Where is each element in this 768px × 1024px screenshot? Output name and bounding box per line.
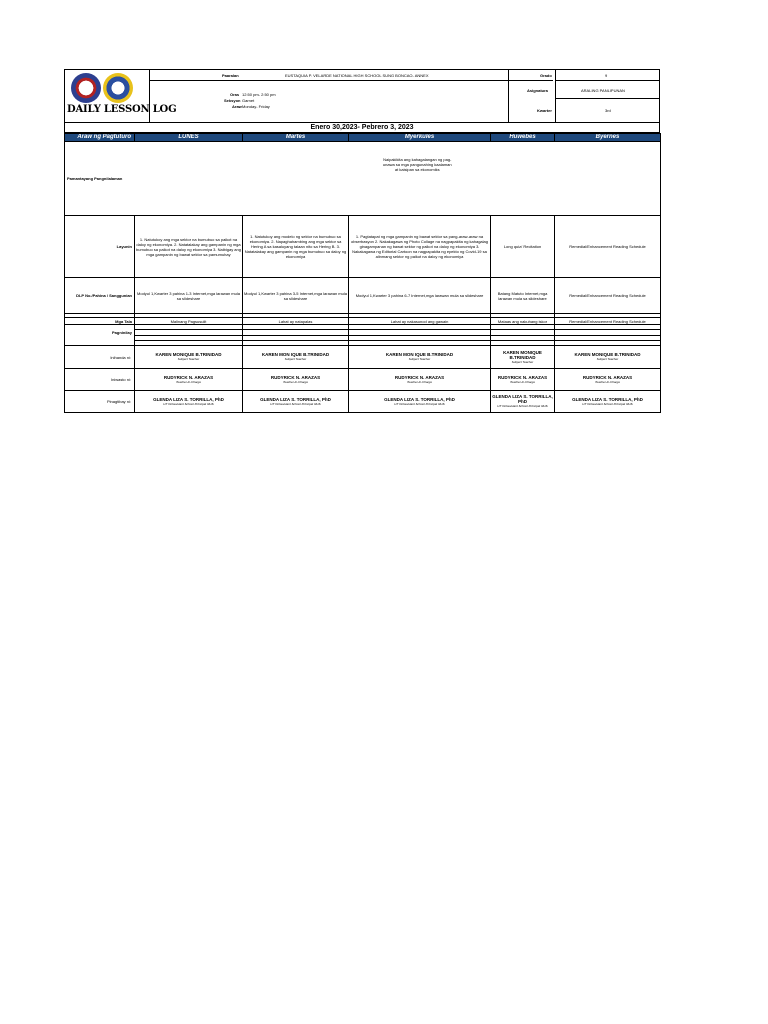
inihanda-label: Inihanda ni: bbox=[65, 346, 135, 369]
kwarter-value: 3rd bbox=[605, 108, 611, 113]
signature-row-pinagtibay bbox=[65, 391, 661, 413]
day-friday: Byernes bbox=[555, 134, 661, 142]
date-range: Enero 30,2023- Pebrero 3, 2023 bbox=[64, 122, 660, 133]
pinagtibay-label: Pinagtibay ni: bbox=[65, 391, 135, 413]
signatory-name: KAREN MONIQUE B.TRINIDAD bbox=[503, 349, 542, 360]
signatory-name: GLENDA LIZA S. TORRILLA, PhD bbox=[260, 396, 331, 402]
lesson-table bbox=[64, 133, 661, 413]
signatory-name: GLENDA LIZA S. TORRILLA, PhD bbox=[492, 394, 553, 404]
tala-tuesday: Lahat ay natapalas bbox=[243, 318, 349, 325]
araw-label: Araw bbox=[232, 104, 242, 109]
signatory-role: Teacher-In-Charge bbox=[594, 379, 620, 384]
seksyon-label: Seksyon bbox=[224, 98, 241, 103]
pagninilay-label: Pagninilay bbox=[65, 330, 135, 336]
tala-row bbox=[65, 318, 661, 325]
layunin-label: Layunin bbox=[65, 216, 135, 278]
signature-row-iniwasto bbox=[65, 369, 661, 391]
tala-monday: Malinang Pagsusulit bbox=[135, 318, 243, 325]
layunin-thursday: Long quiz/ Recitation bbox=[491, 216, 555, 278]
dlp-row bbox=[65, 278, 661, 314]
signatory-name: RUDYRICK N. ARAZAS bbox=[582, 374, 633, 380]
layunin-tuesday: 1. Natutukoy ang modelo ng sektor na bumubuo sa ekonomiya. 2. Napaghahambing ang mga sektor sa Hering A sa kasaluyang talaan nito sa Hering B. 3. Natatalakay ang gampanin ng mga bumubuo sa daloy ng ekonomiya bbox=[243, 216, 349, 278]
signatory-role: Subject Teacher bbox=[177, 357, 200, 361]
layunin-monday: 1. Natutukoy ang mga sektor na bumubuo sa paikot na daloy ng ekonomiya. 2. Natatalakay ang gampanin ng mga bumubuo sa paikot na daloy ng ekonomiya 3. Naibigay ang mga gampanin ng bawat sektor sa pamumuhay bbox=[135, 216, 243, 278]
signatory-role: HT III/Assistant School Principal II/HS bbox=[582, 401, 633, 406]
dlp-friday: Remedial/Enhancement Reading Schedule bbox=[555, 278, 661, 314]
dlp-wednesday: Modyul 1,Kwarter 3 pahina 6-7 Internet,mga larawan mula sa slideshare bbox=[349, 278, 491, 314]
iniwasto-label: Iniwasto ni: bbox=[65, 369, 135, 391]
signatory-name: KAREN MONIQUE B.TRINIDAD bbox=[155, 352, 222, 357]
paaralan-label: Paaralan bbox=[222, 73, 239, 78]
dlp-label: DLP No./Pahina / Sanggunian bbox=[65, 278, 135, 314]
header-block bbox=[64, 69, 660, 122]
page-title: DAILY LESSON LOG bbox=[67, 104, 177, 115]
pamantayan-row bbox=[65, 142, 661, 216]
tala-wednesday: Lahat ay nakasunod ang gawain bbox=[349, 318, 491, 325]
layunin-row bbox=[65, 216, 661, 278]
tala-label: Mga Tala bbox=[65, 318, 135, 325]
signatory-role: Teacher-In-Charge bbox=[175, 379, 201, 384]
tala-friday: Remedial/Enhancement Reading Schedule bbox=[555, 318, 661, 325]
signatory-role: Teacher-In-Charge bbox=[406, 379, 432, 384]
signatory-role: HT III/Assistant School Principal II/HS bbox=[394, 401, 445, 406]
layunin-wednesday: 1. Pagtatapat ng mga gampanin ng bawat sektor sa pang-araw-araw na obserbasyon 2. Nakakagawa ng Photo Collage na nagpapakita ng kahagalag ginagampanan ng bawat sektor ng paikot na daloy ng ekonomiya 3. Nakakagawa ng Editorial Cartoon na nagpapakita ng epekto ng Covid-19 sa alinmang sektor ng paikot na daloy ng ekonomiya bbox=[349, 216, 491, 278]
pamantayan-label: Pamantayang Pangnilalaman bbox=[65, 142, 135, 216]
signatory-role: HT III/Assistant School Principal II/HS bbox=[163, 401, 214, 406]
signatory-role: HT III/Assistant School Principal II/HS bbox=[270, 401, 321, 406]
pamantayan-text: Naipakikita ang kahagalangan ng pag-unawa sa mga pangunahing kaalaman at kaisipan sa ekonomiks bbox=[382, 157, 452, 172]
school-seal-icon bbox=[103, 73, 133, 103]
logo-area bbox=[65, 70, 177, 122]
day-monday: LUNES bbox=[135, 134, 243, 142]
signatory-role: Subject Teacher bbox=[596, 357, 619, 361]
signature-row-inihanda bbox=[65, 346, 661, 369]
dlp-monday: Modyul 1,Kwarter 3 pahina 1-3 Internet,mga larawan mula sa slideshare bbox=[135, 278, 243, 314]
layunin-friday: Remedial/Enhancement Reading Schedule bbox=[555, 216, 661, 278]
oras-label: Oras bbox=[230, 92, 240, 97]
signatory-name: KAREN MON IQUE B.TRINIDAD bbox=[261, 352, 330, 357]
grado-label: Grado bbox=[540, 73, 552, 78]
kwarter-label: Kwarter bbox=[537, 108, 552, 113]
days-header-row bbox=[65, 134, 661, 142]
signatory-role: Subject Teacher bbox=[511, 359, 534, 364]
signatory-role: Subject Teacher bbox=[284, 357, 307, 361]
day-thursday: Huwebes bbox=[491, 134, 555, 142]
asignatura-value: ARALING PANLIPUNAN bbox=[581, 88, 625, 93]
signatory-role: Teacher-In-Charge bbox=[282, 379, 308, 384]
signatory-role: HT III/Assistant School Principal II/HS bbox=[497, 404, 548, 408]
day-wednesday: Myerkules bbox=[349, 134, 491, 142]
signatory-name: GLENDA LIZA S. TORRILLA, PhD bbox=[384, 396, 455, 402]
grado-value: 9 bbox=[605, 73, 608, 78]
oras-value: 12:50 pm- 2:50 pm bbox=[242, 92, 276, 97]
signatory-name: KAREN MONIQUE B.TRINIDAD bbox=[574, 352, 641, 357]
signatory-name: RUDYRICK N. ARAZAS bbox=[394, 374, 445, 380]
signatory-name: KAREN MON IQUE B.TRINIDAD bbox=[385, 352, 454, 357]
seksyon-value: Garnet bbox=[242, 98, 255, 103]
signatory-name: GLENDA LIZA S. TORRILLA, PhD bbox=[572, 396, 643, 402]
day-tuesday: Martes bbox=[243, 134, 349, 142]
signatory-name: RUDYRICK N. ARAZAS bbox=[163, 374, 214, 380]
dlp-tuesday: Modyul 1,Kwarter 3 pahina 3-5 Internet,mga larawan mula sa slideshare bbox=[243, 278, 349, 314]
lesson-log-sheet bbox=[64, 69, 660, 413]
signatory-role: Teacher-In-Charge bbox=[509, 379, 535, 384]
signatory-name: RUDYRICK N. ARAZAS bbox=[270, 374, 321, 380]
araw-label: Araw ng Pagtuturo bbox=[65, 134, 135, 142]
araw-value: Monday- Friday bbox=[242, 104, 270, 109]
asignatura-label: Asignatura bbox=[527, 88, 548, 93]
signatory-name: GLENDA LIZA S. TORRILLA, PhD bbox=[153, 396, 224, 402]
paaralan-value: EUSTAQUIA P. VELARDE NATIONAL HIGH SCHOOL SUNG BONCAO- ANNEX bbox=[285, 73, 429, 78]
signatory-role: Subject Teacher bbox=[408, 357, 431, 361]
tala-thursday: Mataas ang nakuhang iskor bbox=[491, 318, 555, 325]
deped-seal-icon bbox=[71, 73, 101, 103]
signatory-name: RUDYRICK N. ARAZAS bbox=[497, 374, 548, 380]
dlp-thursday: Batang Matuto Internet,mga larawan mula sa slideshare bbox=[491, 278, 555, 314]
